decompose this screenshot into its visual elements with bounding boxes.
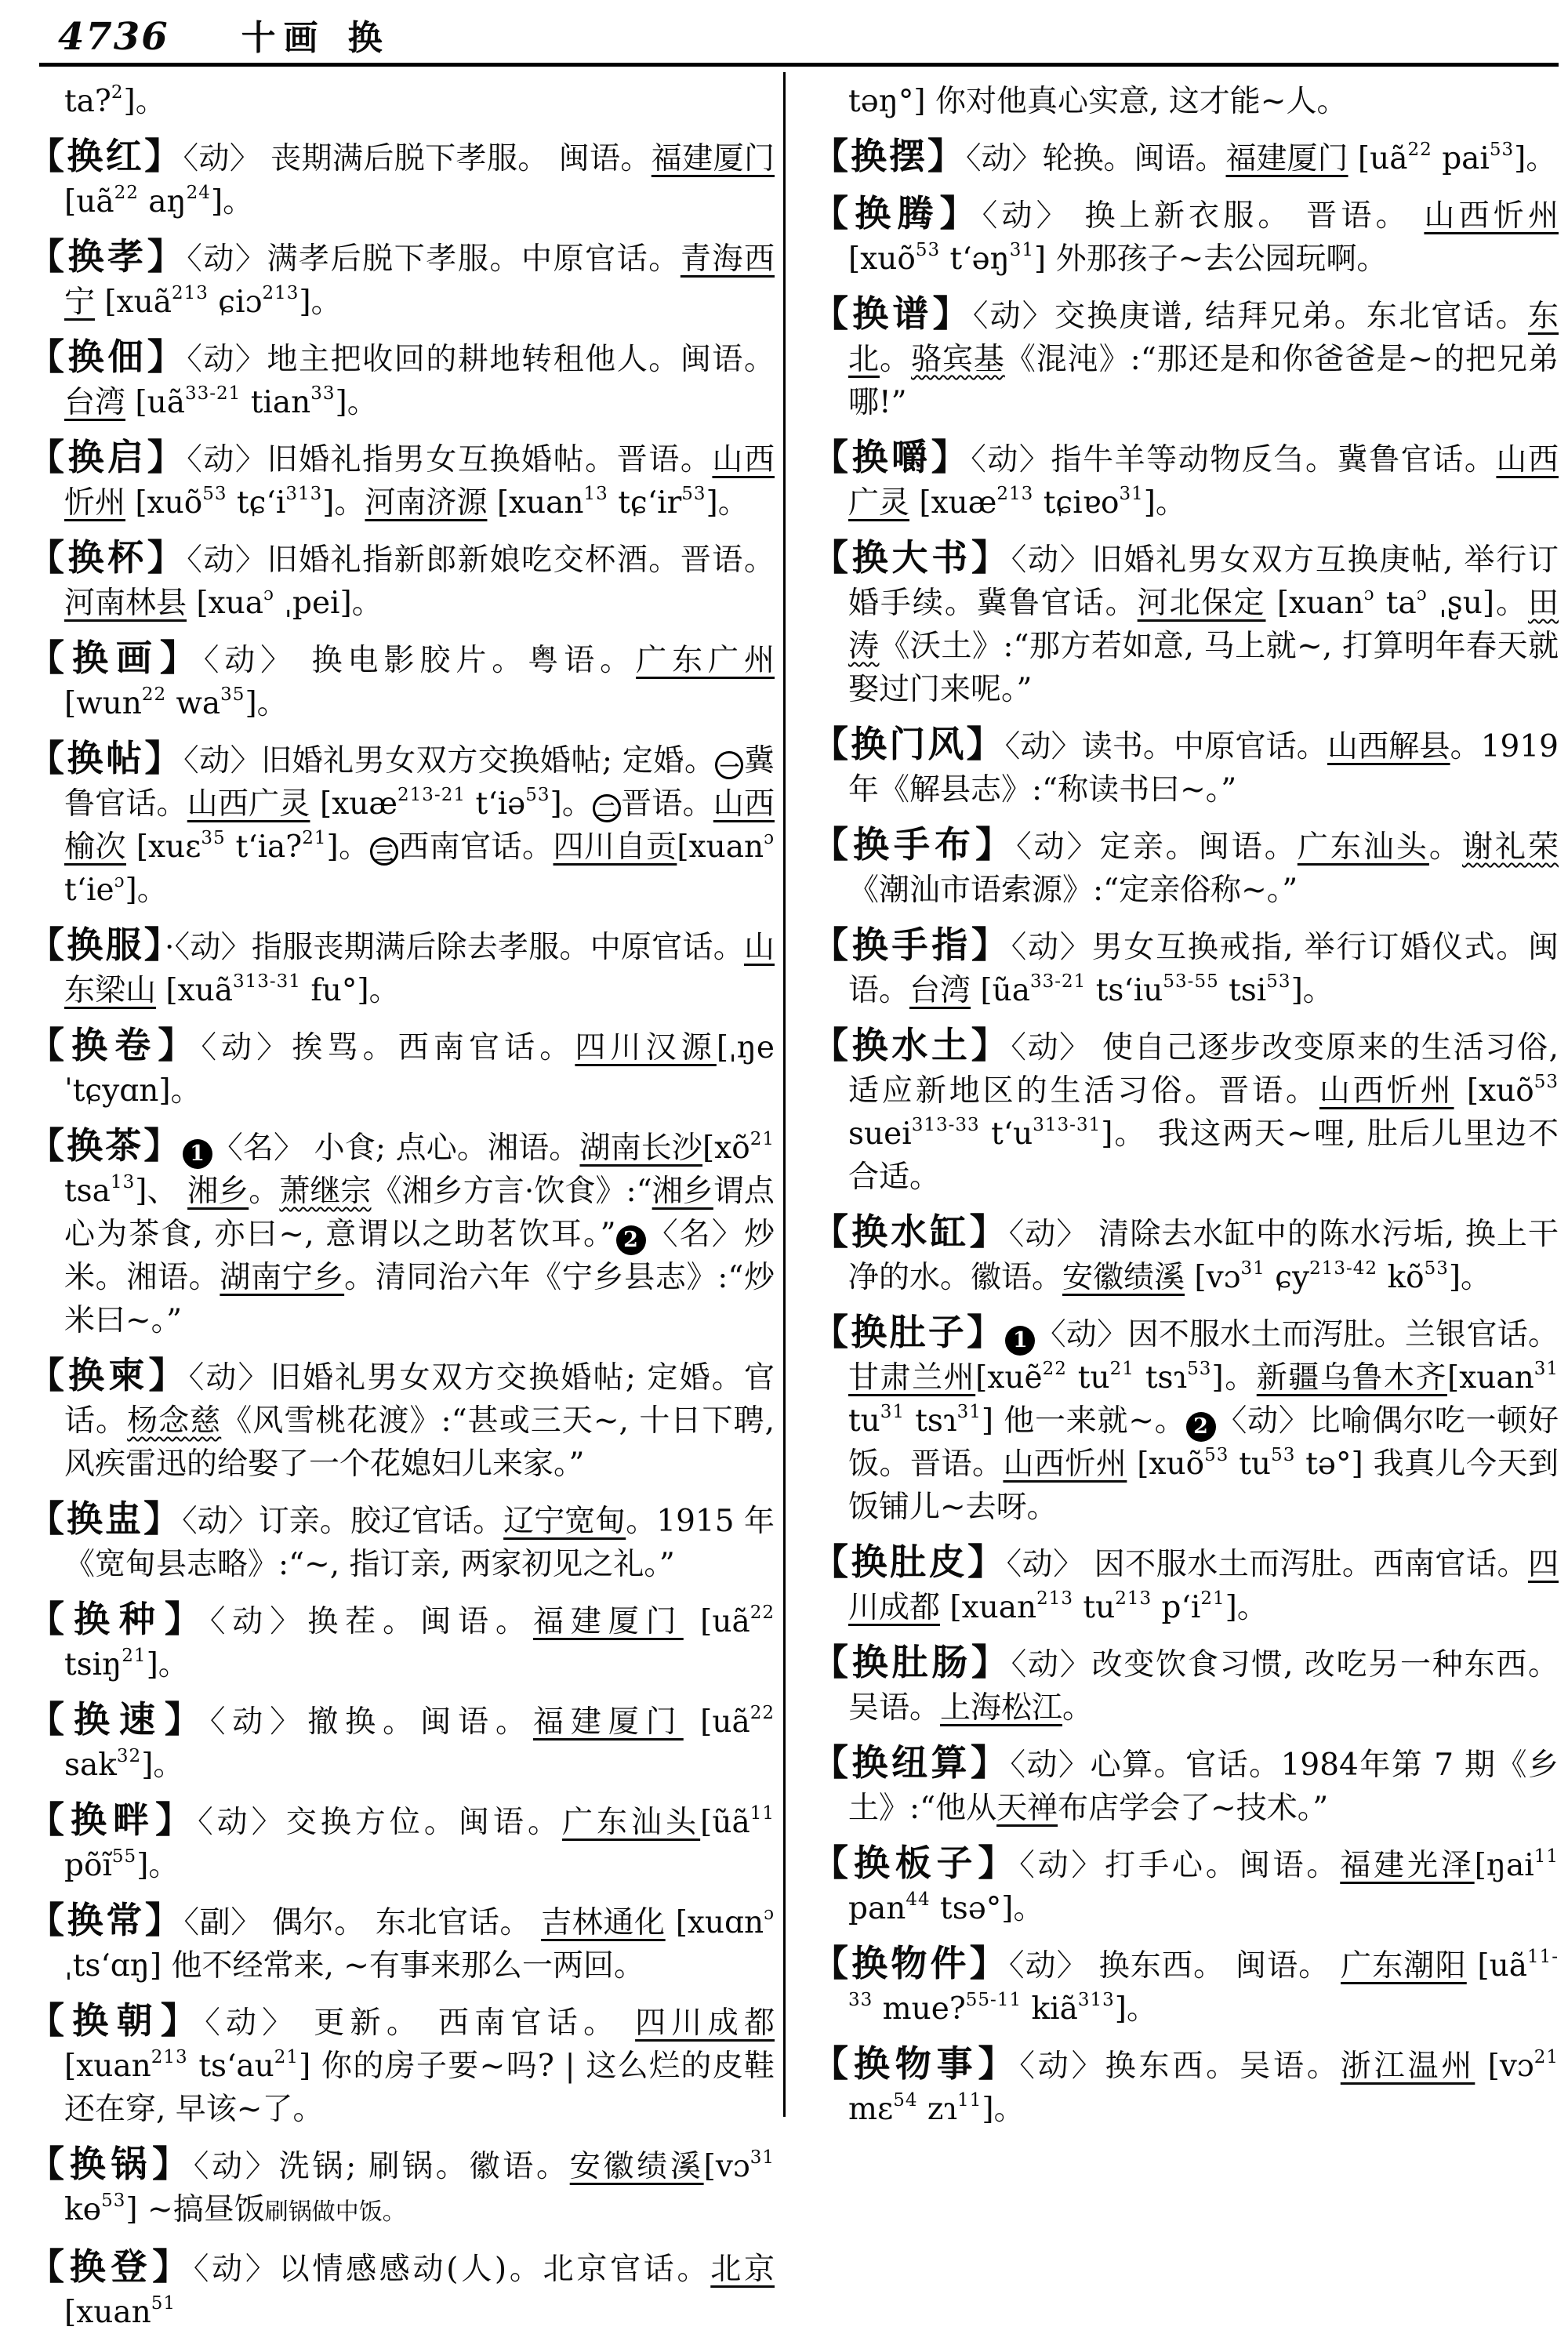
tone-superscript: 21	[750, 1129, 775, 1149]
dict-entry: 【换孝】〈动〉满孝后脱下孝服。中原官话。青海西宁 [xuã$^{213}$ ɕiɔ$^{213}$]。	[28, 235, 775, 320]
dict-entry: 【换纽算】〈动〉心算。官话。1984年第 7 期《乡土》:“他从天禅布店学会了~技术。”	[812, 1741, 1559, 1826]
tone-superscript: 31	[1009, 240, 1035, 260]
place-name-underlined: 吉林通化	[541, 1905, 666, 1940]
entry-headword: 【换启】	[28, 436, 187, 478]
tone-superscript: 33	[310, 383, 336, 404]
section-headword-character: 换	[347, 18, 383, 58]
person-name-underlined: 杨念慈	[127, 1403, 222, 1439]
entry-headword: 【换画】	[28, 637, 204, 679]
dict-entry: 【换谱】〈动〉交换庚谱, 结拜兄弟。东北官话。东北。骆宾基《混沌》:“那还是和你爸爸是~的把兄弟哪!”	[812, 292, 1559, 420]
place-name-underlined: 河北保定	[1137, 586, 1266, 621]
place-name-underlined: 福建厦门	[532, 1704, 684, 1740]
person-name-underlined: 骆宾基	[910, 342, 1005, 377]
dict-entry: 【换红】〈动〉 丧期满后脱下孝服。 闽语。福建厦门 [$uã^{22}$ $aŋ^{24}$]。	[28, 135, 775, 220]
person-name-underlined: 萧继宗	[279, 1174, 372, 1209]
tone-superscript: 54	[893, 2090, 918, 2111]
entry-headword: 【换腾】	[812, 192, 982, 234]
entry-headword: 【换手指】	[812, 924, 1011, 966]
tone-superscript: 313-31	[1033, 1115, 1102, 1135]
sense-number-circled: 三	[370, 837, 398, 866]
tone-superscript: 21	[1200, 1588, 1225, 1609]
dict-entry: 【换茶】 1 〈名〉 小食; 点心。湘语。湖南长沙[$xõ^{21}$ tsa$^{13}$]、 湘乡。萧继宗《湘乡方言·饮食》:“湘乡谓点心为茶食, 亦曰~, 意谓以之助茗饮耳。” 2 〈名〉炒米。湘语。湖南宁乡。清同治六年《宁乡县志》:“炒米曰~。”	[28, 1124, 775, 1338]
tone-superscript: 53-55	[1163, 971, 1219, 992]
dict-entry: 【换常】〈副〉 偶尔。 东北官话。 吉林通化 [xuɑn$^ɔ$ ˌts‘ɑŋ] 他不经常来, ~有事来那么一两回。	[28, 1899, 775, 1984]
column-divider-rule	[783, 72, 786, 2117]
entry-headword: 【换速】	[28, 1698, 210, 1741]
tone-superscript: 53	[1534, 1072, 1559, 1092]
tone-superscript: ɔ	[1416, 584, 1428, 604]
tone-superscript: 32	[116, 1746, 142, 1766]
tone-superscript: 35	[201, 828, 226, 848]
entry-headword: 【换常】	[28, 1899, 184, 1941]
small-gloss-text: 刷锅做中饭。	[264, 2198, 406, 2226]
place-name-underlined: 四川成都	[635, 2005, 775, 2041]
place-name-underlined: 甘肃兰州	[848, 1360, 976, 1396]
entry-headword: 【换谱】	[812, 292, 973, 335]
dict-entry-continuation: ta?$^2$]。	[64, 82, 166, 119]
dict-entry: 【换嚼】〈动〉指牛羊等动物反刍。冀鲁官话。山西广灵 [xuæ$^{213}$ tɕiɐo$^{31}$]。	[812, 436, 1559, 521]
dict-entry: 【换速】〈动〉撤换。闽语。福建厦门 [$uã^{22}$ sak$^{32}$]。	[28, 1698, 775, 1783]
place-name-underlined: 广东广州	[636, 643, 775, 678]
tone-superscript: 22	[1407, 140, 1432, 160]
dict-entry: 【换启】〈动〉旧婚礼指男女互换婚帖。晋语。山西忻州 [xuõ$^{53}$ $tɕ‘i^{313}$]。河南济源 [xuan$^{13}$ $tɕ‘ir^{53}$]。	[28, 436, 775, 521]
place-name-underlined: 广东汕头	[1297, 829, 1429, 865]
place-name-underlined: 福建厦门	[532, 1604, 684, 1639]
dict-entry: 【换登】〈动〉以情感感动(人)。北京官话。北京[xuan$^{51}$	[28, 2245, 775, 2330]
place-name-underlined: 山西广灵	[187, 786, 310, 822]
entry-headword: 【换板子】	[812, 1842, 1020, 1884]
tone-superscript: 53	[1266, 971, 1291, 992]
entry-headword: 【换肚子】	[812, 1311, 1006, 1353]
tone-superscript: 24	[186, 183, 211, 203]
place-name-underlined: 辽宁宽甸	[503, 1504, 626, 1539]
header-rule	[39, 63, 1559, 67]
tone-superscript: 11	[750, 1803, 775, 1824]
place-name-underlined: 湘乡	[187, 1174, 249, 1209]
tone-superscript: 21	[122, 1646, 147, 1666]
dict-entry: 【换物事】〈动〉换东西。吴语。浙江温州 [vɔ$^{21}$ mɛ$^{54}$ zɿ$^{11}$]。	[812, 2042, 1559, 2127]
tone-superscript: ɔ	[263, 584, 274, 604]
place-name-underlined: 河南林县	[64, 586, 187, 621]
tone-superscript: 31	[956, 1402, 982, 1422]
tone-superscript: 31	[750, 2147, 775, 2168]
dict-entry: 【换板子】〈动〉打手心。闽语。福建光泽[ŋai$^{11}$ pan$^{44}$ tsə°]。	[812, 1842, 1559, 1926]
entry-headword: 【换纽算】	[812, 1741, 1011, 1784]
entry-headword: 【换柬】	[28, 1354, 189, 1396]
tone-superscript: 53	[1187, 1359, 1212, 1379]
tone-superscript: 213-42	[1309, 1258, 1378, 1279]
place-name-underlined: 广东汕头	[561, 1805, 701, 1840]
page-number: 4736	[58, 15, 169, 59]
dict-entry: 【换腾】〈动〉 换上新衣服。 晋语。 山西忻州 [xuõ$^{53}$ t‘əŋ$^{31}$] 外那孩子~去公园玩啊。	[812, 192, 1559, 277]
entry-headword: 【换摆】	[812, 135, 966, 177]
tone-superscript: 313	[1077, 1990, 1115, 2010]
dict-entry: 【换门风】〈动〉读书。中原官话。山西解县。1919年《解县志》:“称读书曰~。”	[812, 723, 1559, 808]
place-name-underlined: 四川自贡	[553, 829, 677, 865]
place-name-underlined: 湘乡	[652, 1174, 713, 1209]
entry-headword: 【换登】	[28, 2245, 194, 2288]
tone-superscript: 53	[1271, 1445, 1296, 1465]
entry-headword: 【换畔】	[28, 1799, 198, 1841]
place-name-underlined: 四川汉源	[575, 1030, 717, 1065]
tone-superscript: 313-33	[911, 1115, 980, 1135]
tone-superscript: 13	[583, 484, 608, 504]
place-name-underlined: 湖南长沙	[579, 1131, 703, 1166]
entry-headword: 【换盅】	[28, 1497, 183, 1540]
sense-number-filled: 1	[1005, 1326, 1035, 1356]
tone-superscript: 22	[750, 1603, 775, 1623]
place-name-underlined: 湖南宁乡	[220, 1260, 345, 1295]
dict-entry: 【换肚皮】〈动〉 因不服水土而泻肚。西南官话。四川成都 [xuan$^{213}$ $tu^{213}$ $p‘i^{21}$]。	[812, 1541, 1559, 1625]
tone-superscript: 11	[957, 2090, 982, 2111]
tone-superscript: 21	[1109, 1359, 1134, 1379]
place-name-underlined: 山西榆次	[64, 786, 775, 865]
place-name-underlined: 山西忻州	[1003, 1446, 1127, 1482]
sense-number-filled: 2	[1186, 1412, 1216, 1442]
place-name-underlined: 福建厦门	[1225, 141, 1348, 176]
place-name-underlined: 东北	[848, 299, 1559, 377]
tone-superscript: 22	[141, 684, 167, 705]
place-name-underlined: 山东梁山	[64, 930, 775, 1008]
dict-entry: 【换画】〈动〉 换电影胶片。粤语。广东广州 [wun$^{22}$ $wa^{35}$]。	[28, 637, 775, 721]
place-name-underlined: 台湾	[64, 385, 126, 420]
place-name-underlined: 台湾	[909, 973, 971, 1008]
tone-superscript: 213	[1115, 1588, 1152, 1609]
place-name-underlined: 安徽绩溪	[1062, 1260, 1185, 1295]
tone-superscript: 213	[151, 2047, 188, 2067]
entry-headword: 【换大书】	[812, 536, 1011, 579]
dict-entry: 【换大书】〈动〉旧婚礼男女双方互换庚帖, 举行订婚手续。冀鲁官话。河北保定 [xuan$^ɔ$ $ta^ɔ$ ˌʂu]。田涛《沃土》:“那方若如意, 马上就~, 打算明年春天就娶过门来呢。”	[812, 536, 1559, 707]
entry-headword: 【换服】	[28, 924, 165, 966]
tone-superscript: ɔ	[764, 828, 775, 848]
place-name-underlined: 青海西宁	[64, 241, 775, 320]
place-name-underlined: 天禅	[996, 1791, 1058, 1826]
place-name-underlined: 福建光泽	[1340, 1848, 1475, 1883]
entry-headword: 【换红】	[28, 135, 183, 177]
dict-entry: 【换种】〈动〉换茬。闽语。福建厦门 [$uã^{22}$ tsiŋ$^{21}$]。	[28, 1598, 775, 1682]
entry-headword: 【换杯】	[28, 536, 187, 579]
place-name-underlined: 山西忻州	[64, 442, 775, 521]
dict-entry: 【换柬】〈动〉旧婚礼男女双方交换婚帖; 定婚。官话。杨念慈《风雪桃花渡》:“甚或三天~, 十日下聘,风疾雷迅的给娶了一个花媳妇儿来家。”	[28, 1354, 775, 1482]
tone-superscript: ɔ	[764, 1904, 775, 1924]
entry-headword: 【换肚皮】	[812, 1541, 1007, 1583]
place-name-underlined: 上海松江	[940, 1690, 1063, 1726]
place-name-underlined: 浙江温州	[1340, 2049, 1475, 2084]
tone-superscript: 31	[1240, 1258, 1265, 1279]
dict-entry: 【换摆】〈动〉轮换。闽语。福建厦门 [$uã^{22}$ pai$^{53}$]。	[812, 135, 1557, 177]
place-name-underlined: 安徽绩溪	[569, 2149, 704, 2184]
tone-superscript: 31	[1534, 1359, 1559, 1379]
dict-entry: 【换肚肠】〈动〉改变饮食习惯, 改吃另一种东西。吴语。上海松江。	[812, 1641, 1559, 1726]
dict-entry: 【换手布】〈动〉定亲。闽语。广东汕头。谢礼荣《潮汕市语索源》:“定亲俗称~。”	[812, 823, 1559, 908]
tone-superscript: 21	[274, 2047, 299, 2067]
tone-superscript: 53	[202, 484, 227, 504]
dict-entry: 【换盅】〈动〉订亲。胶辽官话。辽宁宽甸。1915 年《宽甸县志略》:“~, 指订亲, 两家初见之礼。”	[28, 1497, 775, 1582]
tone-superscript: 33-21	[185, 383, 241, 404]
tone-superscript: 53	[1204, 1445, 1229, 1465]
tone-superscript: 13	[110, 1172, 136, 1192]
entry-headword: 【换种】	[28, 1598, 210, 1640]
person-name-underlined: 谢礼荣	[1461, 829, 1559, 865]
entry-headword: 【换水土】	[812, 1024, 1011, 1066]
entry-headword: 【换水缸】	[812, 1211, 1009, 1253]
entry-headword: 【换物事】	[812, 2042, 1020, 2085]
sense-number-filled: 1	[183, 1139, 212, 1169]
entry-headword: 【换手布】	[812, 823, 1017, 866]
tone-superscript: 213	[1036, 1588, 1074, 1609]
tone-superscript: 213	[172, 283, 209, 303]
tone-superscript: 35	[220, 684, 245, 705]
tone-superscript: 55	[111, 1846, 137, 1867]
entry-headword: 【换门风】	[812, 723, 1005, 765]
person-name-underlined: 田涛	[848, 586, 1559, 664]
tone-superscript: ɔ	[1363, 584, 1375, 604]
tone-superscript: 213	[996, 484, 1034, 504]
place-name-underlined: 北京	[710, 2252, 775, 2287]
dict-entry: 【换服】·〈动〉指服丧期满后除去孝服。中原官话。山东梁山 [xuã$^{313-31}$ fu°]。	[28, 924, 775, 1008]
dict-entry: 【换水缸】〈动〉 清除去水缸中的陈水污垢, 换上干净的水。徽语。安徽绩溪 [vɔ$^{31}$ ɕy$^{213-42}$ $kõ^{53}$]。	[812, 1211, 1559, 1295]
dict-entry: 【换卷】〈动〉挨骂。西南官话。四川汉源[ˌŋe ˈtɕyɑn]。	[28, 1024, 775, 1109]
dict-entry: 【换畔】〈动〉交换方位。闽语。广东汕头[$ũã^{11}$ põĩ$^{55}$]。	[28, 1799, 775, 1883]
tone-superscript: 21	[302, 828, 327, 848]
dict-entry: 【换肚子】 1 〈动〉因不服水土而泻肚。兰银官话。甘肃兰州[xuẽ$^{22}$ $tu^{21}$ tsɿ$^{53}$]。新疆乌鲁木齐[xuan$^{31}$ $tu^{31}$ tsɿ$^{31}$] 他一来就~。 2 〈动〉比喻偶尔吃一顿好饭。晋语。山西忻州 [xuõ$^{53}$ $tu^{53}$ tə°] 我真儿今天到饭铺儿~去呀。	[812, 1311, 1559, 1525]
tone-superscript: 53	[681, 484, 706, 504]
sense-number-circled: 一	[715, 751, 743, 779]
entry-headword: 【换嚼】	[812, 436, 971, 478]
entry-headword: 【换肚肠】	[812, 1641, 1011, 1683]
dict-entry: 【换物件】〈动〉 换东西。 闽语。 广东潮阳 [$uã^{11-33}$ mue?$^{55-11}$ kiã$^{313}$]。	[812, 1942, 1559, 2027]
place-name-underlined: 新疆乌鲁木齐	[1256, 1360, 1447, 1396]
tone-superscript: 31	[1119, 484, 1144, 504]
right-column	[812, 80, 1559, 2127]
tone-superscript: 313	[285, 484, 323, 504]
tone-superscript: 44	[906, 1889, 931, 1910]
dict-entry: 【换朝】〈动〉 更新。 西南官话。 四川成都 [xuan$^{213}$ $ts‘au^{21}$] 你的房子要~吗? | 这么烂的皮鞋还在穿, 早该~了。	[28, 1999, 775, 2127]
entry-headword: 【换孝】	[28, 235, 187, 278]
entry-headword: 【换锅】	[28, 2143, 194, 2185]
tone-superscript: 53	[101, 2191, 126, 2211]
radical-stroke-section: 十画	[241, 18, 326, 58]
page-header	[58, 9, 383, 60]
place-name-underlined: 山西忻州	[1424, 198, 1559, 234]
place-name-underlined: 山西解县	[1327, 729, 1450, 764]
sense-number-circled: 二	[593, 794, 621, 822]
entry-headword: 【换佃】	[28, 336, 187, 378]
tone-superscript: ɔ	[114, 871, 125, 891]
tone-superscript: 53	[525, 785, 550, 805]
place-name-underlined: 山西忻州	[1319, 1073, 1454, 1109]
tone-superscript: 53	[1489, 140, 1515, 160]
dict-entry-continuation: təŋ°] 你对他真心实意, 这才能~人。	[848, 84, 1348, 119]
tone-superscript: 51	[151, 2293, 176, 2314]
tone-superscript: 53	[1424, 1258, 1449, 1279]
tone-superscript: 55-11	[965, 1990, 1022, 2010]
entry-headword: 【换物件】	[812, 1942, 1009, 1984]
tone-superscript: 22	[114, 183, 139, 203]
entry-headword: 【换茶】	[28, 1124, 183, 1167]
place-name-underlined: 河南济源	[365, 485, 488, 521]
place-name-underlined: 广东潮阳	[1341, 1948, 1467, 1984]
left-column	[28, 80, 775, 2330]
tone-superscript: 213-21	[397, 785, 466, 805]
entry-headword: 【换朝】	[28, 1999, 205, 2042]
dict-entry: 【换水土】〈动〉 使自己逐步改变原来的生活习俗, 适应新地区的生活习俗。晋语。山西忻州 [xuõ$^{53}$ suei$^{313-33}$ $t‘u^{313-31}$]。 我这两天~哩, 肚后儿里边不合适。	[812, 1024, 1559, 1195]
entry-headword: 【换卷】	[28, 1024, 201, 1066]
tone-superscript: 213	[262, 283, 299, 303]
tone-superscript: 21	[1534, 2047, 1559, 2067]
tone-superscript: 22	[750, 1703, 775, 1723]
dict-entry: 【换杯】〈动〉旧婚礼指新郎新娘吃交杯酒。晋语。河南林县 [xua$^ɔ$ ˌpei]。	[28, 536, 775, 621]
tone-superscript: 53	[915, 240, 941, 260]
tone-superscript: 11-33	[848, 1947, 1559, 2010]
entry-headword: 【换帖】	[28, 737, 184, 779]
place-name-underlined: 山西广灵	[848, 442, 1559, 521]
tone-superscript: 313-31	[233, 971, 301, 992]
tone-superscript: 33-21	[1030, 971, 1087, 992]
dict-entry: 【换手指】〈动〉男女互换戒指, 举行订婚仪式。闽语。台湾 [$ũa^{33-21}$ $ts‘iu^{53-55}$ tsi$^{53}$]。	[812, 924, 1559, 1008]
dict-entry: 【换锅】〈动〉洗锅; 刷锅。徽语。安徽绩溪[vɔ$^{31}$ kɵ$^{53}$] ~搞昼饭刷锅做中饭。	[28, 2143, 775, 2227]
place-name-underlined: 四川成都	[848, 1547, 1559, 1625]
place-name-underlined: 福建厦门	[651, 141, 775, 176]
tone-superscript: 2	[111, 82, 124, 103]
tone-superscript: 22	[1042, 1359, 1067, 1379]
dict-entry: 【换帖】〈动〉旧婚礼男女双方交换婚帖; 定婚。 一 冀鲁官话。山西广灵 [xuæ$^{213-21}$ t‘iə$^{53}$]。 二 晋语。山西榆次 [xuɛ$^{35}$ t‘ia?$^{21}$]。 三 西南官话。四川自贡[xuan$^ɔ$ $t‘ie^ɔ$]。	[28, 737, 775, 908]
dict-entry: 【换佃】〈动〉地主把收回的耕地转租他人。闽语。台湾 [$uã^{33-21}$ tian$^{33}$]。	[28, 336, 775, 420]
sense-number-filled: 2	[616, 1225, 646, 1255]
tone-superscript: 31	[880, 1402, 906, 1422]
tone-superscript: 11	[1534, 1846, 1559, 1867]
